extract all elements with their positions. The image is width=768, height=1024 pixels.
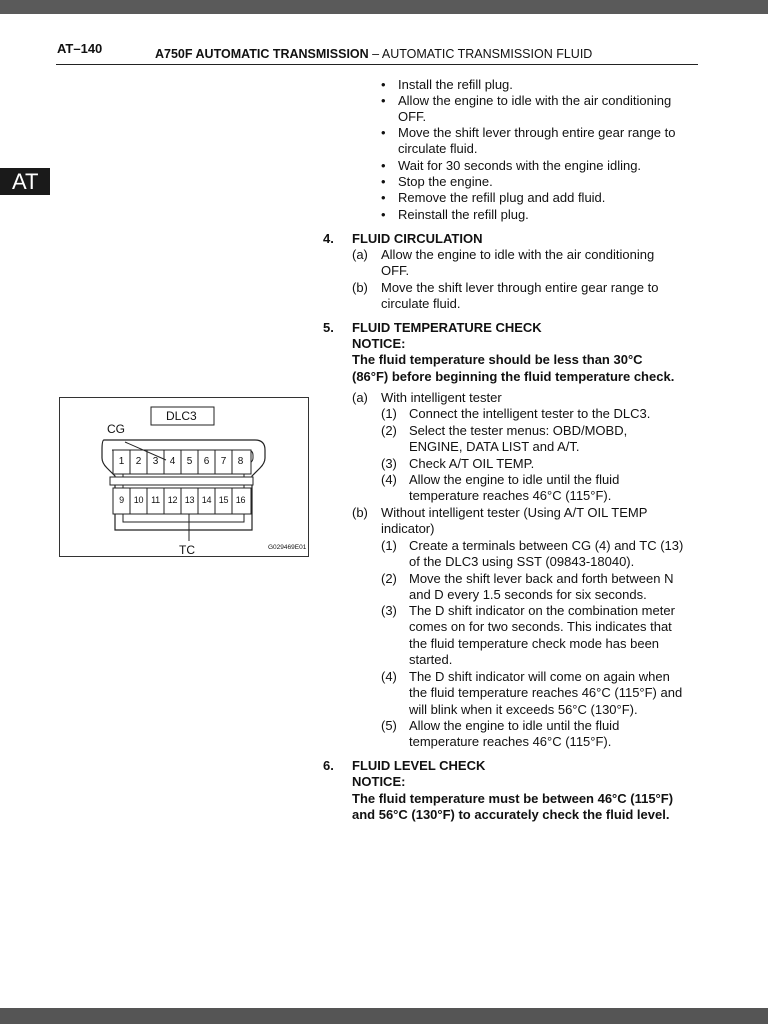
pin-number: 6 [203, 456, 210, 467]
item-label: (b) [352, 505, 368, 520]
step-label: (3) [381, 456, 397, 471]
step-text: temperature reaches 46°C (115°F). [409, 488, 612, 503]
cg-label: CG [107, 422, 125, 436]
bullet-marker: • [381, 207, 386, 222]
item-text: circulate fluid. [381, 296, 461, 311]
tc-label: TC [179, 543, 195, 557]
step-text: Create a terminals between CG (4) and TC (13) [409, 538, 684, 553]
bottom-frame-bar [0, 1008, 768, 1024]
item-label: (a) [352, 390, 368, 405]
step-label: (4) [381, 669, 397, 684]
header-title-rest: – AUTOMATIC TRANSMISSION FLUID [372, 47, 593, 61]
pin-number: 12 [167, 495, 178, 505]
step-text: Connect the intelligent tester to the DLC3. [409, 406, 651, 421]
bullet-text: Install the refill plug. [398, 77, 513, 92]
step-text: The D shift indicator on the combination meter [409, 603, 675, 618]
step-text: Allow the engine to idle until the fluid [409, 472, 620, 487]
section-number: 4. [323, 231, 334, 246]
notice-text: and 56°C (130°F) to accurately check the fluid level. [352, 807, 670, 822]
bullet-marker: • [381, 125, 386, 140]
bullet-text: Wait for 30 seconds with the engine idling. [398, 158, 642, 173]
section-number: 6. [323, 758, 334, 773]
step-text: The D shift indicator will come on again when [409, 669, 670, 684]
item-text: With intelligent tester [381, 390, 502, 405]
header-divider [56, 64, 698, 65]
step-label: (2) [381, 423, 397, 438]
step-text: started. [409, 652, 453, 667]
top-pin-numbers [113, 456, 251, 470]
step-text: the fluid temperature reaches 46°C (115°F) and [409, 685, 683, 700]
dlc3-title: DLC3 [166, 409, 197, 423]
pin-number: 4 [169, 456, 176, 467]
step-label: (1) [381, 406, 397, 421]
pin-number: 7 [220, 456, 227, 467]
step-label: (1) [381, 538, 397, 553]
bullet-text: Reinstall the refill plug. [398, 207, 529, 222]
step-label: (4) [381, 472, 397, 487]
item-text: Move the shift lever through entire gear range to [381, 280, 659, 295]
pin-number: 16 [235, 495, 246, 505]
step-text: temperature reaches 46°C (115°F). [409, 734, 612, 749]
bullet-text: Remove the refill plug and add fluid. [398, 190, 606, 205]
section-title: FLUID TEMPERATURE CHECK [352, 320, 542, 335]
item-text: Allow the engine to idle with the air conditioning [381, 247, 655, 262]
dlc3-connector-figure [59, 397, 309, 557]
section-title: FLUID CIRCULATION [352, 231, 483, 246]
notice-text: (86°F) before beginning the fluid temperature check. [352, 369, 675, 384]
step-label: (5) [381, 718, 397, 733]
bullet-marker: • [381, 174, 386, 189]
section-number: 5. [323, 320, 334, 335]
pin-number: 8 [237, 456, 244, 467]
notice-text: The fluid temperature must be between 46°C (115°F) [352, 791, 674, 806]
bullet-marker: • [381, 93, 386, 108]
bottom-pin-numbers [113, 495, 251, 509]
item-text: indicator) [381, 521, 435, 536]
step-label: (3) [381, 603, 397, 618]
bullet-text: circulate fluid. [398, 141, 478, 156]
section-title: FLUID LEVEL CHECK [352, 758, 486, 773]
step-text: Move the shift lever back and forth between N [409, 571, 674, 586]
bullet-marker: • [381, 190, 386, 205]
pin-number: 9 [119, 495, 124, 505]
step-text: Select the tester menus: OBD/MOBD, [409, 423, 628, 438]
pin-number: 2 [135, 456, 142, 467]
bullet-text: Allow the engine to idle with the air conditioning [398, 93, 672, 108]
pin-number: 14 [201, 495, 212, 505]
pin-number: 5 [186, 456, 193, 467]
pin-number: 15 [218, 495, 229, 505]
item-label: (b) [352, 280, 368, 295]
notice-text: The fluid temperature should be less than 30°C [352, 352, 643, 367]
step-text: Check A/T OIL TEMP. [409, 456, 535, 471]
step-text: the fluid temperature check mode has been [409, 636, 660, 651]
bullet-marker: • [381, 158, 386, 173]
item-text: Without intelligent tester (Using A/T OIL TEMP [381, 505, 648, 520]
connector-key-bar [110, 477, 253, 485]
section-tab-at: AT [0, 168, 50, 195]
pin-number: 1 [118, 456, 125, 467]
step-text: Allow the engine to idle until the fluid [409, 718, 620, 733]
pin-number: 11 [151, 495, 160, 505]
step-text: comes on for two seconds. This indicates that [409, 619, 672, 634]
pin-number: 13 [184, 495, 195, 505]
bullet-text: OFF. [398, 109, 427, 124]
page-header-title [155, 47, 592, 61]
header-title-bold: A750F AUTOMATIC TRANSMISSION [155, 47, 369, 61]
manual-page [0, 14, 768, 1008]
step-text: ENGINE, DATA LIST and A/T. [409, 439, 580, 454]
notice-label: NOTICE: [352, 336, 406, 351]
page-number: AT–140 [57, 41, 103, 56]
figure-code: G029469E01 [268, 544, 307, 551]
step-text: and D every 1.5 seconds for six seconds. [409, 587, 647, 602]
step-text: of the DLC3 using SST (09843-18040). [409, 554, 635, 569]
bullet-text: Stop the engine. [398, 174, 493, 189]
pin-number: 10 [133, 495, 144, 505]
item-label: (a) [352, 247, 368, 262]
bullet-marker: • [381, 77, 386, 92]
pin-number: 3 [152, 456, 159, 467]
bullet-text: Move the shift lever through entire gear range to [398, 125, 676, 140]
step-label: (2) [381, 571, 397, 586]
step-text: will blink when it exceeds 56°C (130°F). [409, 702, 638, 717]
notice-label: NOTICE: [352, 774, 406, 789]
item-text: OFF. [381, 263, 410, 278]
